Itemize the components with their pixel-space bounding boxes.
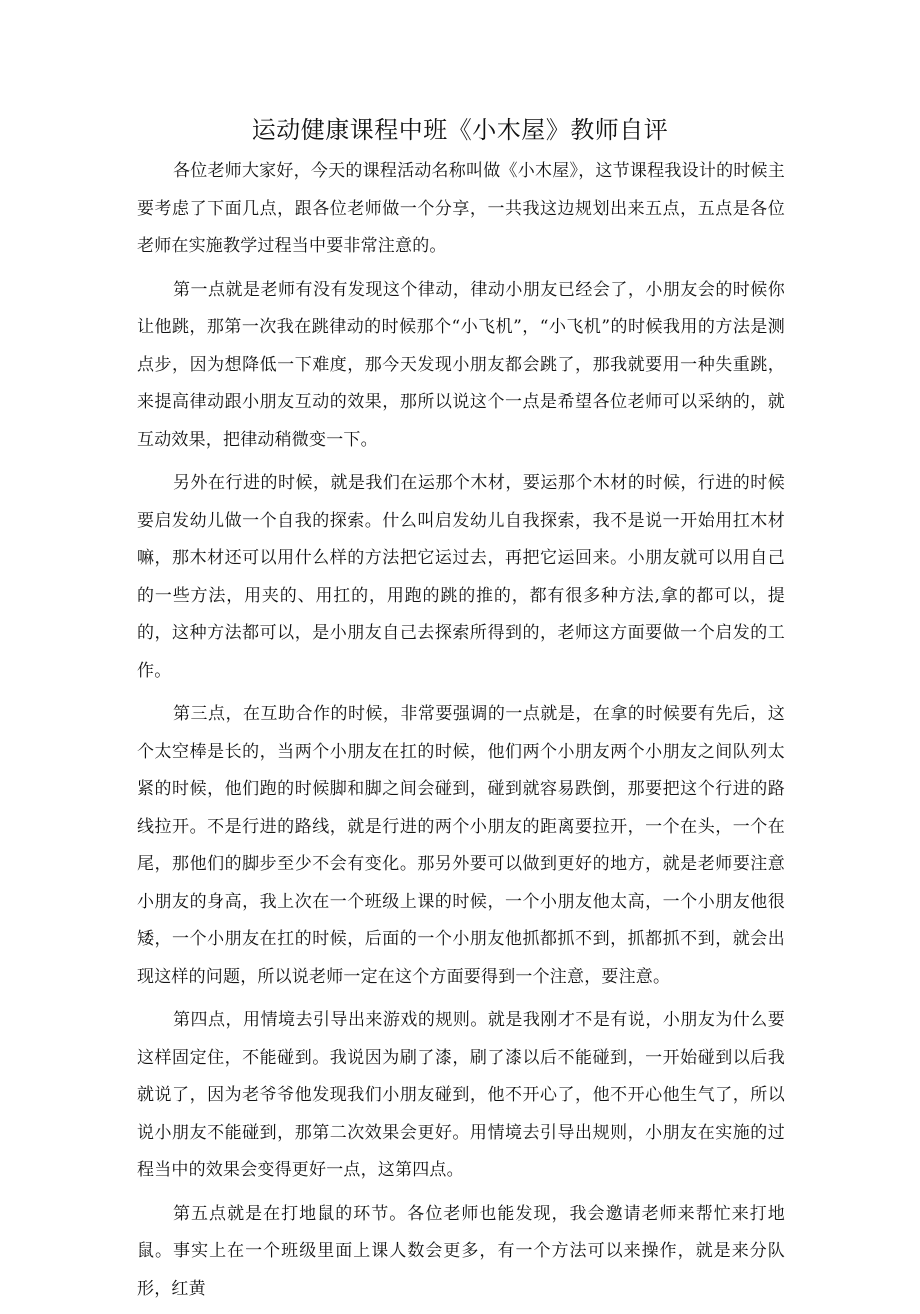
document-title: 运动健康课程中班《小木屋》教师自评: [251, 116, 669, 144]
paragraph-intro: 各位老师大家好，今天的课程活动名称叫做《小木屋》，这节课程我设计的时候主要考虑了下面几点，跟各位老师做一个分享，一共我这边规划出来五点，五点是各位老师在实施教学过程当中要非常注意的。: [137, 161, 785, 256]
document-body: [137, 153, 785, 1314]
paragraph-point-4: 第四点，用情境去引导出来游戏的规则。就是我刚才不是有说，小朋友为什么要这样固定住，不能碰到。我说因为刷了漆，刷了漆以后不能碰到，一开始碰到以后我就说了，因为老爷爷他发现我们小朋友碰到，他不开心了，他不开心他生气了，所以说小朋友不能碰到，那第二次效果会更好。用情境去引导出规则，小朋友在实施的过程当中的效果会变得更好一点，这第四点。: [137, 1010, 785, 1180]
paragraph-point-3: 第三点，在互助合作的时候，非常要强调的一点就是，在拿的时候要有先后，这个太空棒是长的，当两个小朋友在扛的时候，他们两个小朋友两个小朋友之间队列太紧的时候，他们跑的时候脚和脚之间会碰到，碰到就容易跌倒，那要把这个行进的路线拉开。不是行进的路线，就是行进的两个小朋友的距离要拉开，一个在头，一个在尾，那他们的脚步至少不会有变化。那另外要可以做到更好的地方，就是老师要注意小朋友的身高，我上次在一个班级上课的时候，一个小朋友他太高，一个小朋友他很矮，一个小朋友在扛的时候，后面的一个小朋友他抓都抓不到，抓都抓不到，就会出现这样的问题，所以说老师一定在这个方面要得到一个注意，要注意。: [137, 704, 785, 987]
paragraph-point-5: 第五点就是在打地鼠的环节。各位老师也能发现，我会邀请老师来帮忙来打地鼠。事实上在一个班级里面上课人数会更多，有一个方法可以来操作，就是来分队形，红黄: [137, 1203, 785, 1299]
paragraph-point-1: 第一点就是老师有没有发现这个律动，律动小朋友已经会了，小朋友会的时候你让他跳，那第一次我在跳律动的时候那个“小飞机”，“小飞机”的时候我用的方法是测点步，因为想降低一下难度，那今天发现小朋友都会跳了，那我就要用一种失重跳，来提高律动跟小朋友互动的效果，那所以说这个一点是希望各位老师可以采纳的，就互动效果，把律动稍微变一下。: [137, 279, 785, 450]
paragraph-point-2: 另外在行进的时候，就是我们在运那个木材，要运那个木材的时候，行进的时候要启发幼儿做一个自我的探索。什么叫启发幼儿自我探索，我不是说一开始用扛木材嘛，那木材还可以用什么样的方法把它运过去，再把它运回来。小朋友就可以用自己的一些方法，用夹的、用扛的，用跑的跳的推的，都有很多种方法,拿的都可以，提的，这种方法都可以，是小朋友自己去探索所得到的，老师这方面要做一个启发的工作。: [137, 473, 785, 681]
